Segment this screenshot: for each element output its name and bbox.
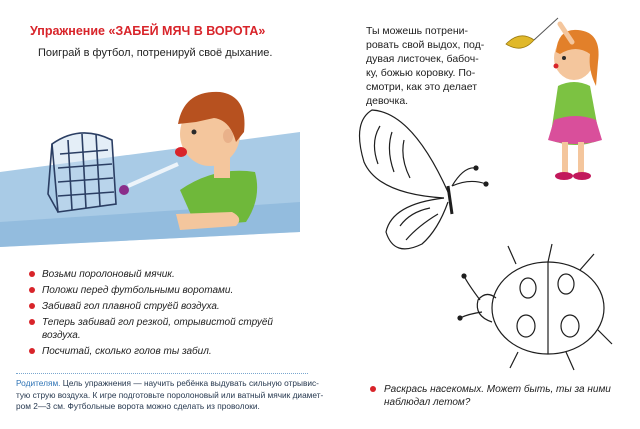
task-list	[28, 268, 308, 361]
intro-line: ровать свой выдох, под-	[366, 39, 485, 51]
parent-note	[16, 373, 324, 413]
foam-ball	[119, 185, 129, 195]
ladybug-icon	[456, 240, 616, 375]
exercise-title: Упражнение «ЗАБЕЙ МЯЧ В ВОРОТА»	[30, 24, 266, 38]
list-item	[28, 300, 308, 313]
bullet-icon	[29, 303, 35, 309]
prompt-line: Раскрась насекомых. Может быть, ты за ними	[384, 384, 611, 395]
football-scene-illustration	[0, 62, 310, 262]
girl-blowing-leaf-illustration	[498, 10, 608, 188]
list-item	[28, 345, 308, 358]
bullet-icon	[29, 271, 35, 277]
goal-icon	[48, 133, 116, 212]
task-text: Теперь забивай гол резкой, отрывистой струёй воздуха.	[42, 317, 273, 341]
prompt-line: наблюдал летом?	[384, 397, 471, 408]
intro-line: девочка.	[366, 95, 409, 107]
task-text: Забивай гол плавной струёй воздуха.	[42, 301, 220, 312]
note-lead: Родителям.	[16, 378, 61, 388]
task-text: Положи перед футбольными воротами.	[42, 285, 234, 296]
leaf-icon	[506, 36, 534, 48]
list-item	[28, 268, 308, 281]
intro-line: Ты можешь потрени-	[366, 25, 468, 37]
intro-line: смотри, как это делает	[366, 81, 478, 93]
coloring-prompt	[370, 383, 640, 409]
exercise-subtitle: Поиграй в футбол, потренируй своё дыхание.	[38, 47, 273, 59]
bullet-icon	[29, 348, 35, 354]
bullet-icon	[29, 319, 35, 325]
bullet-icon	[29, 287, 35, 293]
bullet-icon	[370, 386, 376, 392]
note-line: Родителям. Цель упражнения — научить ребёнка выдувать сильную отрывис-	[16, 378, 319, 388]
note-line: тую струю воздуха. К игре подготовьте поролоновый или ватный мячик диамет-	[16, 389, 324, 400]
note-line: ром 2—3 см. Футбольные ворота можно сделать из проволоки.	[16, 401, 260, 411]
list-item	[28, 316, 308, 342]
butterfly-icon	[352, 102, 492, 262]
task-text: Посчитай, сколько голов ты забил.	[42, 346, 212, 357]
right-page	[322, 0, 640, 429]
intro-line: дувая листочек, бабоч-	[366, 53, 479, 65]
intro-text	[366, 24, 506, 108]
task-text: Возьми поролоновый мячик.	[42, 269, 175, 280]
list-item	[28, 284, 308, 297]
intro-line: ку, божью коровку. По-	[366, 67, 476, 79]
